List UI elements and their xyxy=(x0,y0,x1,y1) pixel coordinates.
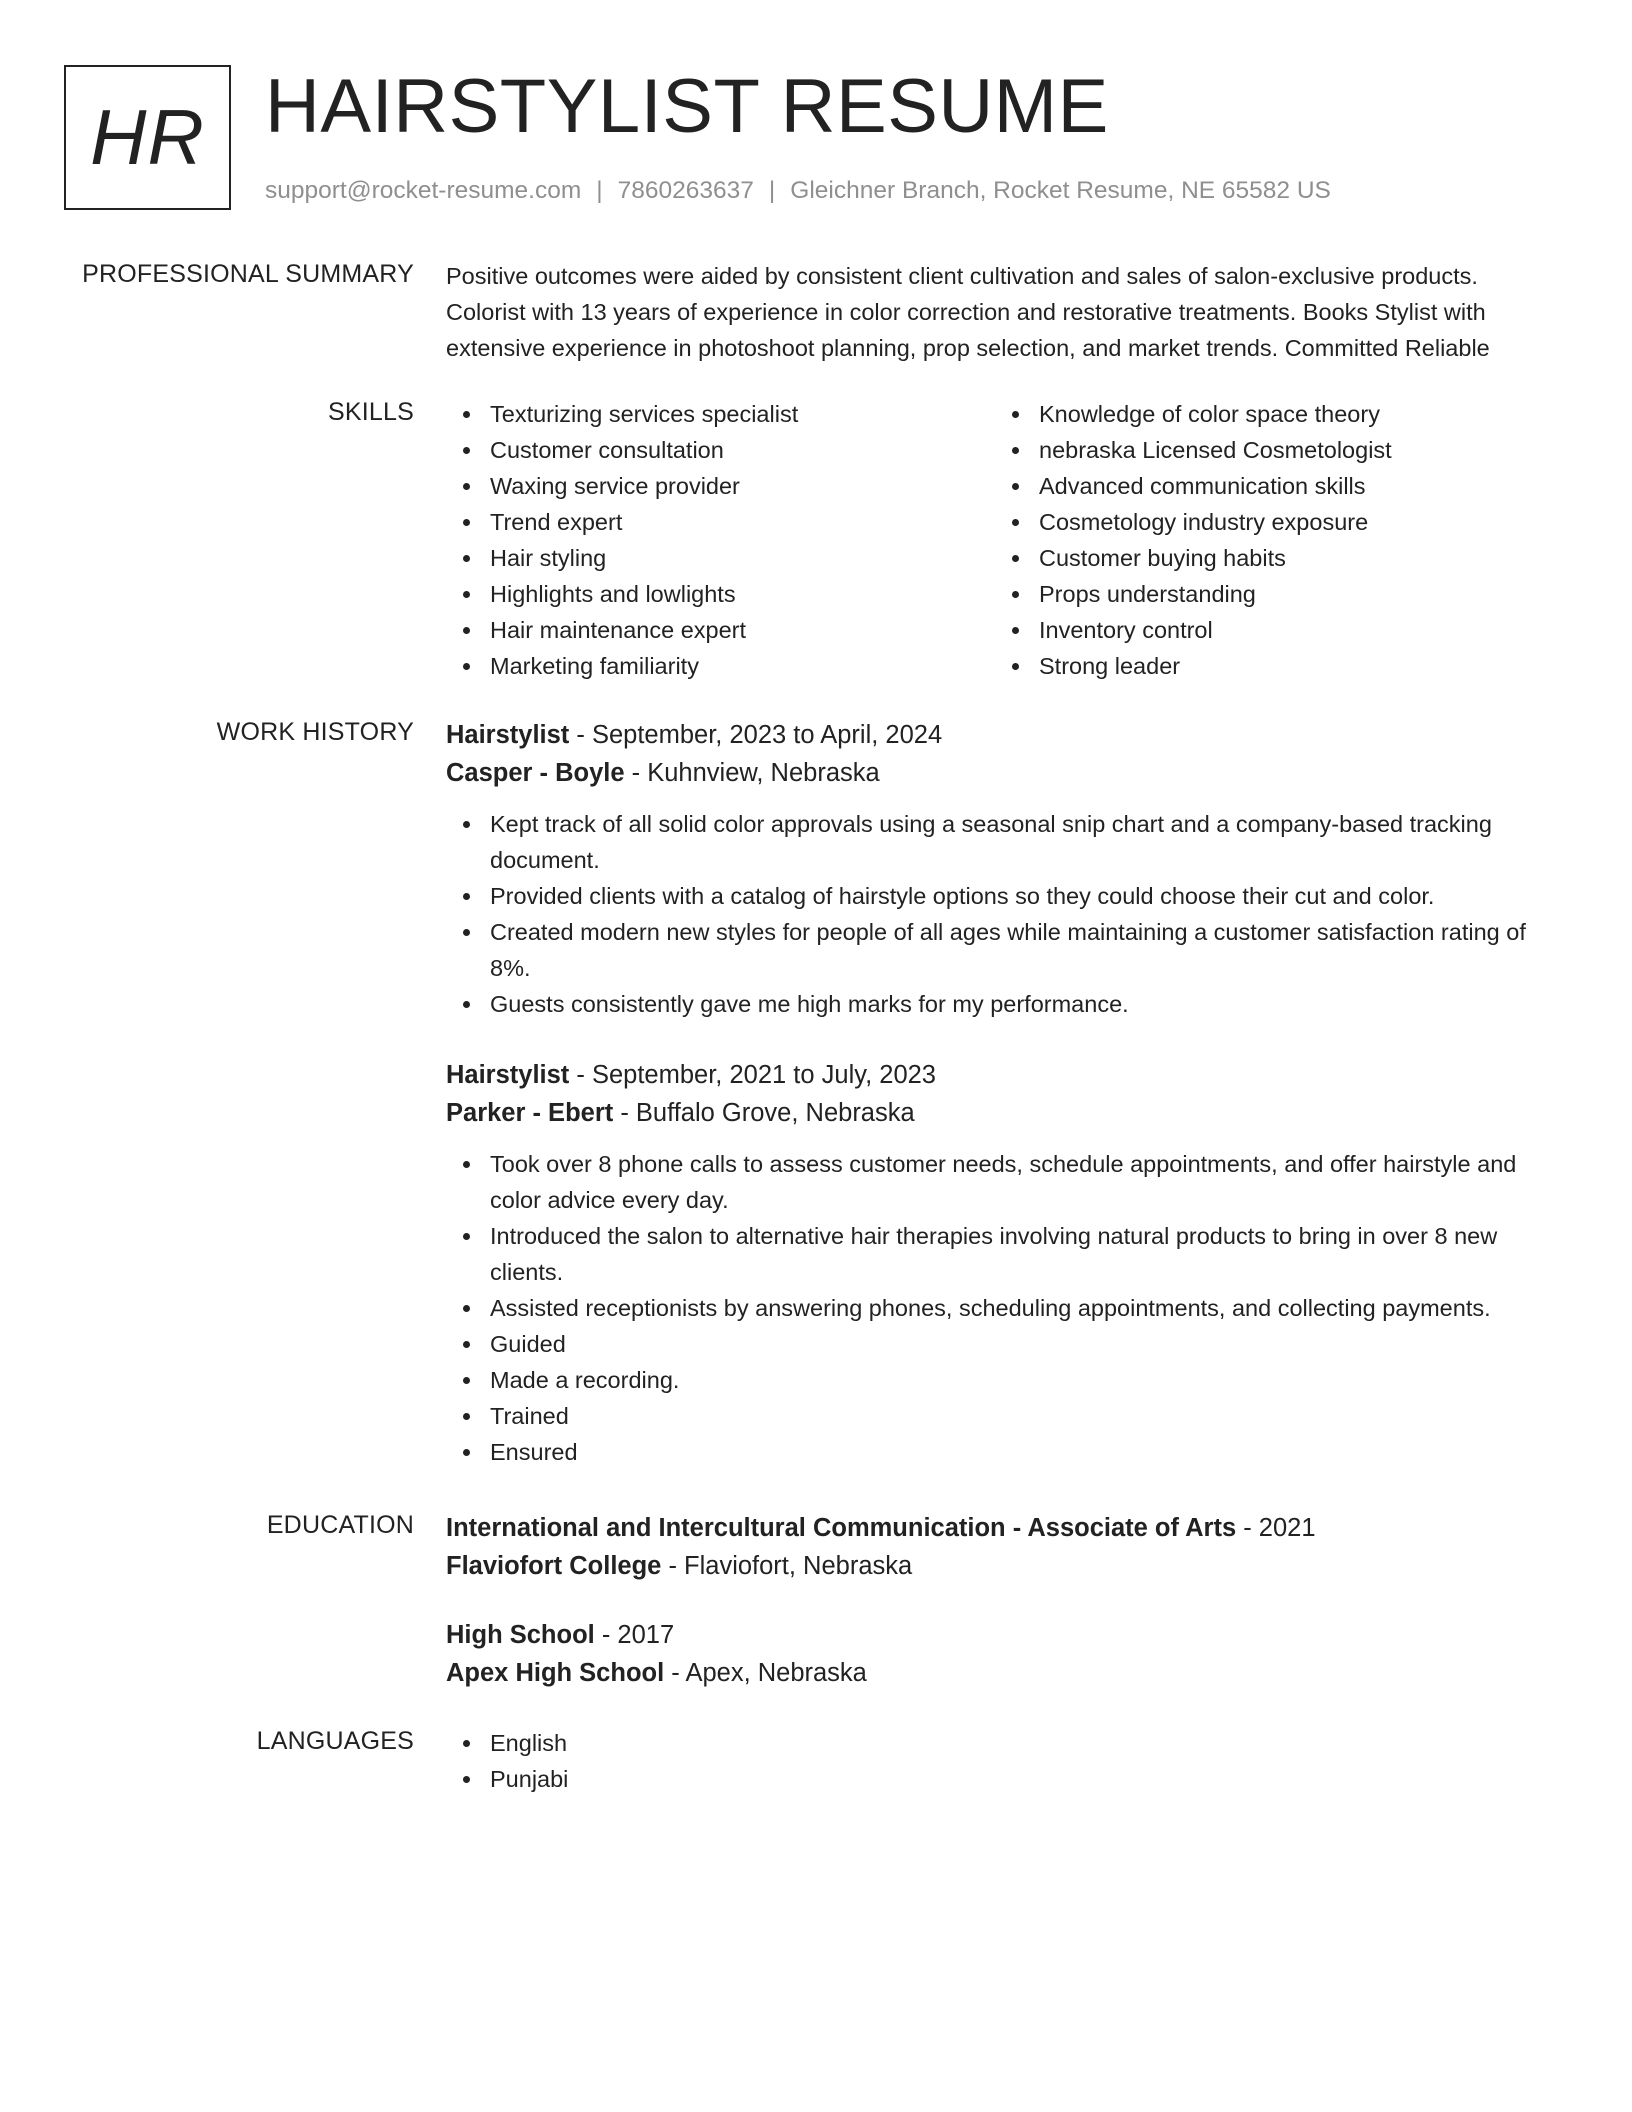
job-company: Casper - Boyle xyxy=(446,759,625,787)
section-label-summary: PROFESSIONAL SUMMARY xyxy=(82,260,414,288)
skill-item: Inventory control xyxy=(995,612,1544,648)
job-title: Hairstylist xyxy=(446,1061,570,1089)
languages-body xyxy=(446,1725,1561,1797)
language-item: Punjabi xyxy=(446,1761,1561,1797)
skill-item: Knowledge of color space theory xyxy=(995,396,1544,432)
job-dates: - September, 2021 to July, 2023 xyxy=(569,1061,936,1089)
contact-address: Gleichner Branch, Rocket Resume, NE 65582 US xyxy=(790,177,1331,204)
job-bullet: Guests consistently gave me high marks for my performance. xyxy=(446,986,1561,1022)
skill-item: Customer buying habits xyxy=(995,540,1544,576)
job-bullet: Introduced the salon to alternative hair therapies involving natural products to bring in over 8 new clients. xyxy=(446,1218,1561,1290)
job-location: - Buffalo Grove, Nebraska xyxy=(613,1099,915,1127)
skill-item: Texturizing services specialist xyxy=(446,396,995,432)
school-line xyxy=(446,1654,1561,1692)
section-label-languages: LANGUAGES xyxy=(256,1727,414,1755)
job-bullets xyxy=(446,806,1561,1022)
skills-body xyxy=(446,396,1561,684)
degree-year: - 2017 xyxy=(594,1621,675,1649)
school-name: Apex High School xyxy=(446,1659,665,1687)
school-name: Flaviofort College xyxy=(446,1552,662,1580)
summary-text: Positive outcomes were aided by consistent client cultivation and sales of salon-exclusive products. Colorist with 13 years of experience in color correction and restorative treatments. Books Stylist with extensive experience in photoshoot planning, prop selection, and market trends. Committed Reliable xyxy=(446,263,1490,361)
skill-item: nebraska Licensed Cosmetologist xyxy=(995,432,1544,468)
job-company-line xyxy=(446,754,1561,792)
monogram-badge: HR xyxy=(64,65,231,210)
section-label-work-history: WORK HISTORY xyxy=(216,718,414,746)
resume-title: HAIRSTYLIST RESUME xyxy=(265,64,1109,149)
job-bullet: Created modern new styles for people of all ages while maintaining a customer satisfaction rating of 8%. xyxy=(446,914,1561,986)
education-entry xyxy=(446,1616,1561,1692)
language-item: English xyxy=(446,1725,1561,1761)
skills-list-right xyxy=(995,396,1544,684)
job-bullet: Provided clients with a catalog of hairstyle options so they could choose their cut and color. xyxy=(446,878,1561,914)
skills-list-left xyxy=(446,396,995,684)
contact-line xyxy=(265,175,1331,207)
skill-item: Strong leader xyxy=(995,648,1544,684)
job-bullet: Ensured xyxy=(446,1434,1561,1470)
education-body xyxy=(446,1509,1561,1723)
job-title: Hairstylist xyxy=(446,721,570,749)
job-title-line xyxy=(446,1056,1561,1094)
job-bullet: Made a recording. xyxy=(446,1362,1561,1398)
contact-email[interactable]: support@rocket-resume.com xyxy=(265,177,582,204)
degree-name: High School xyxy=(446,1621,595,1649)
education-entry xyxy=(446,1509,1561,1585)
contact-separator: | xyxy=(768,177,776,204)
skill-item: Trend expert xyxy=(446,504,995,540)
skill-item: Hair styling xyxy=(446,540,995,576)
school-location: - Flaviofort, Nebraska xyxy=(661,1552,913,1580)
degree-year: - 2021 xyxy=(1236,1514,1316,1542)
work-history-body xyxy=(446,716,1561,1504)
skills-columns xyxy=(446,396,1561,684)
job-title-line xyxy=(446,716,1561,754)
skill-item: Hair maintenance expert xyxy=(446,612,995,648)
job-company: Parker - Ebert xyxy=(446,1099,614,1127)
degree-line xyxy=(446,1616,1561,1654)
skill-item: Highlights and lowlights xyxy=(446,576,995,612)
skill-item: Waxing service provider xyxy=(446,468,995,504)
job-company-line xyxy=(446,1094,1561,1132)
job-location: - Kuhnview, Nebraska xyxy=(624,759,880,787)
contact-phone[interactable]: 7860263637 xyxy=(617,177,754,204)
school-line xyxy=(446,1547,1561,1585)
degree-line xyxy=(446,1509,1561,1547)
job-bullets xyxy=(446,1146,1561,1470)
skill-item: Customer consultation xyxy=(446,432,995,468)
degree-name: International and Intercultural Communication - Associate of Arts xyxy=(446,1514,1237,1542)
skill-item: Advanced communication skills xyxy=(995,468,1544,504)
job-entry xyxy=(446,716,1561,1022)
job-bullet: Trained xyxy=(446,1398,1561,1434)
resume-header xyxy=(64,65,1564,211)
job-bullet: Kept track of all solid color approvals using a seasonal snip chart and a company-based tracking document. xyxy=(446,806,1561,878)
skill-item: Marketing familiarity xyxy=(446,648,995,684)
job-bullet: Assisted receptionists by answering phones, scheduling appointments, and collecting payments. xyxy=(446,1290,1561,1326)
contact-separator: | xyxy=(596,177,603,204)
section-label-education: EDUCATION xyxy=(266,1511,414,1539)
section-label-skills: SKILLS xyxy=(328,398,414,426)
job-entry xyxy=(446,1056,1561,1470)
skill-item: Cosmetology industry exposure xyxy=(995,504,1544,540)
school-location: - Apex, Nebraska xyxy=(664,1659,867,1687)
job-bullet: Guided xyxy=(446,1326,1561,1362)
languages-list xyxy=(446,1725,1561,1797)
job-dates: - September, 2023 to April, 2024 xyxy=(569,721,943,749)
job-bullet: Took over 8 phone calls to assess customer needs, schedule appointments, and offer hairstyle and color advice every day. xyxy=(446,1146,1561,1218)
skill-item: Props understanding xyxy=(995,576,1544,612)
